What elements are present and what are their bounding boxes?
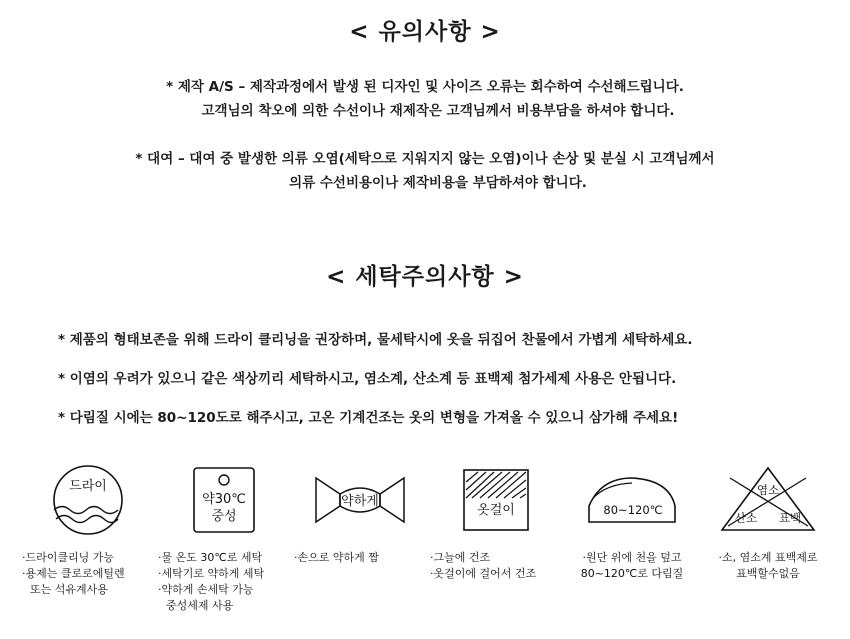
- washing-section-title: < 세탁주의사항 >: [326, 264, 524, 290]
- bleach-oxygen-label: 산소: [734, 511, 758, 525]
- no-bleach-triangle-icon: [716, 462, 820, 538]
- notice-item-2: [0, 148, 850, 195]
- wash-temp-label: 약30℃: [202, 492, 246, 507]
- hand-wring-gentle-icon: [300, 462, 420, 538]
- wring-label: 약하게: [341, 494, 379, 509]
- dry-clean-caption: ·드라이클리닝 가능 ·용제는 클로로에틸렌 또는 석유계사용: [22, 551, 125, 596]
- care-symbol-dry-clean: [22, 462, 154, 598]
- bleach-caption: ·소, 염소계 표백제로 표백할수없음: [718, 551, 818, 580]
- dry-clean-circle-icon: [42, 462, 134, 538]
- care-symbol-wring: [294, 462, 426, 566]
- notice-item-1: [0, 76, 850, 123]
- notice-section-title: < 유의사항 >: [349, 19, 501, 45]
- notice-item-1-line-1: * 제작 A/S – 제작과정에서 발생 된 디자인 및 사이즈 오류는 회수하여 수선해드립니다.: [166, 79, 684, 95]
- washing-note-2: * 이염의 우려가 있으니 같은 색상끼리 세탁하시고, 염소계, 산소계 등 표백제 첨가세제 사용은 안됩니다.: [58, 371, 677, 387]
- dry-clean-label: 드라이: [69, 479, 107, 494]
- care-symbol-iron: [566, 462, 698, 582]
- care-symbol-dry: [430, 462, 562, 582]
- care-symbol-machine-wash: [158, 462, 290, 614]
- shade-hang-dry-icon: [450, 462, 542, 538]
- washing-note-3: * 다림질 시에는 80~120도로 해주시고, 고온 기계건조는 옷의 변형을 가져올 수 있으니 삼가해 주세요!: [58, 410, 679, 426]
- wring-caption: ·손으로 약하게 짬: [294, 551, 379, 564]
- dry-caption: ·그늘에 건조 ·옷걸이에 걸어서 건조: [430, 551, 537, 580]
- care-symbol-bleach: [702, 462, 834, 582]
- machine-wash-caption: ·물 온도 30℃로 세탁 ·세탁기로 약하게 세탁 ·약하게 손세탁 가능 중성세제 사용: [158, 551, 265, 612]
- bleach-chlorine-label: 염소: [756, 483, 780, 497]
- notice-item-2-line-2: 의류 수선비용이나 제작비용을 부담하셔야 합니다.: [289, 174, 587, 191]
- dry-label: 옷걸이: [477, 503, 515, 518]
- iron-80-120-icon: [577, 462, 687, 538]
- machine-wash-30-icon: [178, 462, 270, 538]
- care-symbol-row: [22, 462, 834, 614]
- bleach-label: 표백: [778, 511, 802, 525]
- washing-note-1: * 제품의 형태보존을 위해 드라이 클리닝을 권장하며, 물세탁시에 옷을 뒤집어 찬물에서 가볍게 세탁하세요.: [58, 332, 693, 348]
- wash-detergent-label: 중성: [211, 509, 237, 524]
- iron-temp-label: 80~120℃: [603, 503, 663, 517]
- iron-caption: ·원단 위에 천을 덮고 80~120℃로 다림질: [580, 551, 684, 580]
- notice-item-2-line-1: * 대여 – 대여 중 발생한 의류 오염(세탁으로 지워지지 않는 오염)이나 손상 및 분실 시 고객님께서: [135, 151, 715, 167]
- notice-item-1-line-2: 고객님의 착오에 의한 수선이나 재제작은 고객님께서 비용부담을 하셔야 합니다.: [201, 102, 675, 119]
